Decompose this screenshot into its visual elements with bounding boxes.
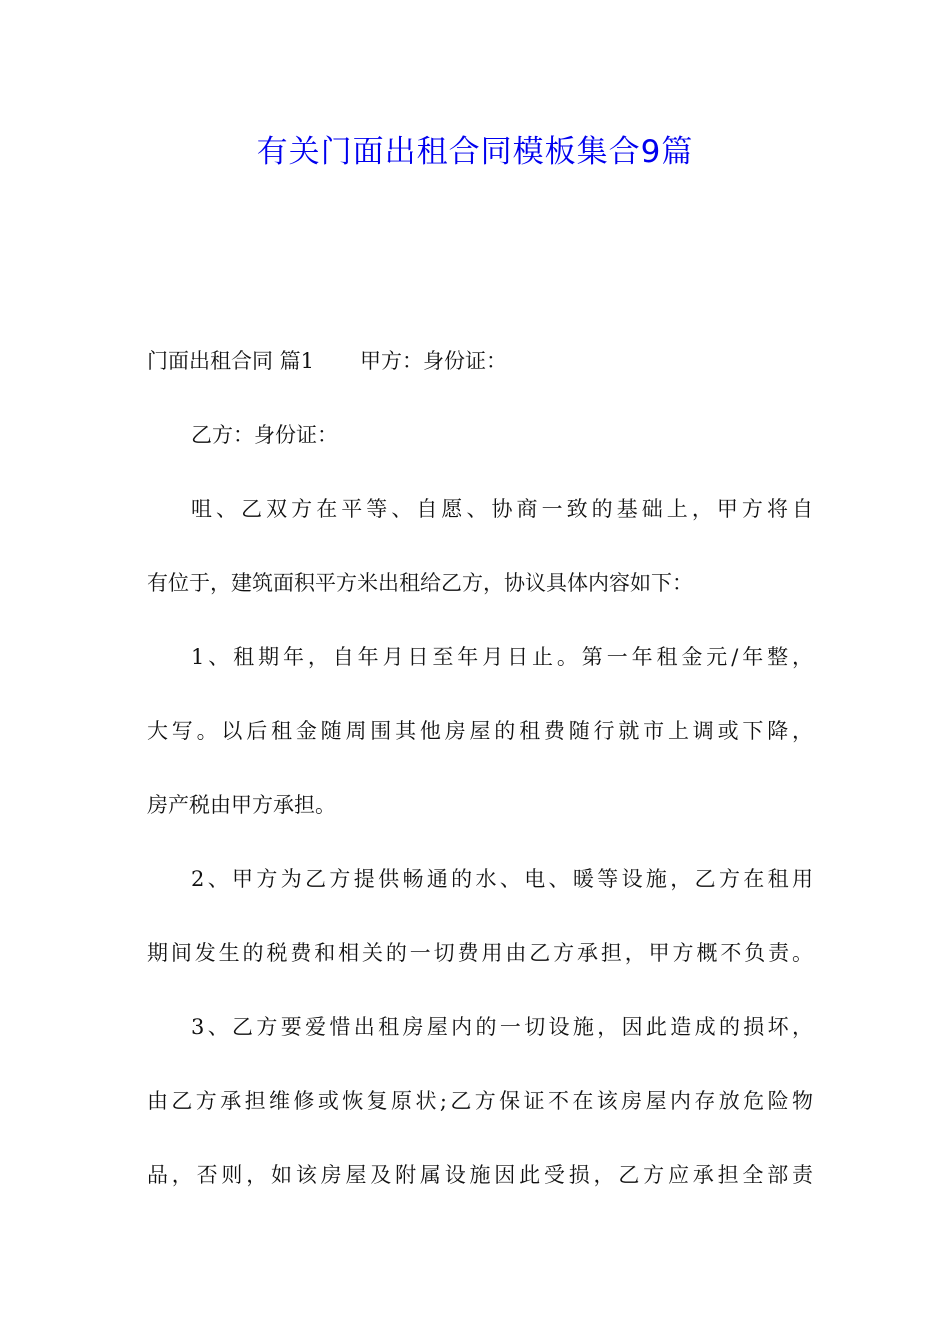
paragraph-line: 由乙方承担维修或恢复原状;乙方保证不在该房屋内存放危险物 bbox=[147, 1089, 813, 1113]
paragraph-line: 有位于，建筑面积平方米出租给乙方，协议具体内容如下： bbox=[147, 571, 693, 595]
paragraph-line: 乙方：身份证： bbox=[191, 423, 338, 447]
paragraph-line: 房产税由甲方承担。 bbox=[147, 793, 336, 817]
document-title: 有关门面出租合同模板集合9篇 bbox=[256, 134, 694, 170]
party-a-line: 甲方：身份证： bbox=[360, 349, 508, 373]
paragraph-line: 品，否则，如该房屋及附属设施因此受损，乙方应承担全部责 bbox=[147, 1163, 813, 1187]
paragraph-line: 大写。以后租金随周围其他房屋的租费随行就市上调或下降， bbox=[147, 719, 813, 743]
paragraph-line: 咀、乙双方在平等、自愿、协商一致的基础上，甲方将自 bbox=[191, 497, 813, 521]
heading-line bbox=[147, 338, 813, 412]
paragraph-line: 期间发生的税费和相关的一切费用由乙方承担，甲方概不负责。 bbox=[147, 941, 813, 965]
paragraph-line: 3、乙方要爱惜出租房屋内的一切设施，因此造成的损坏， bbox=[191, 1015, 813, 1039]
document-body bbox=[147, 338, 813, 1226]
paragraph-line: 1、租期年，自年月日至年月日止。第一年租金元/年整， bbox=[191, 645, 813, 669]
paragraph-line: 2、甲方为乙方提供畅通的水、电、暖等设施，乙方在租用 bbox=[191, 867, 813, 891]
section-label: 门面出租合同 篇1 bbox=[147, 349, 315, 373]
